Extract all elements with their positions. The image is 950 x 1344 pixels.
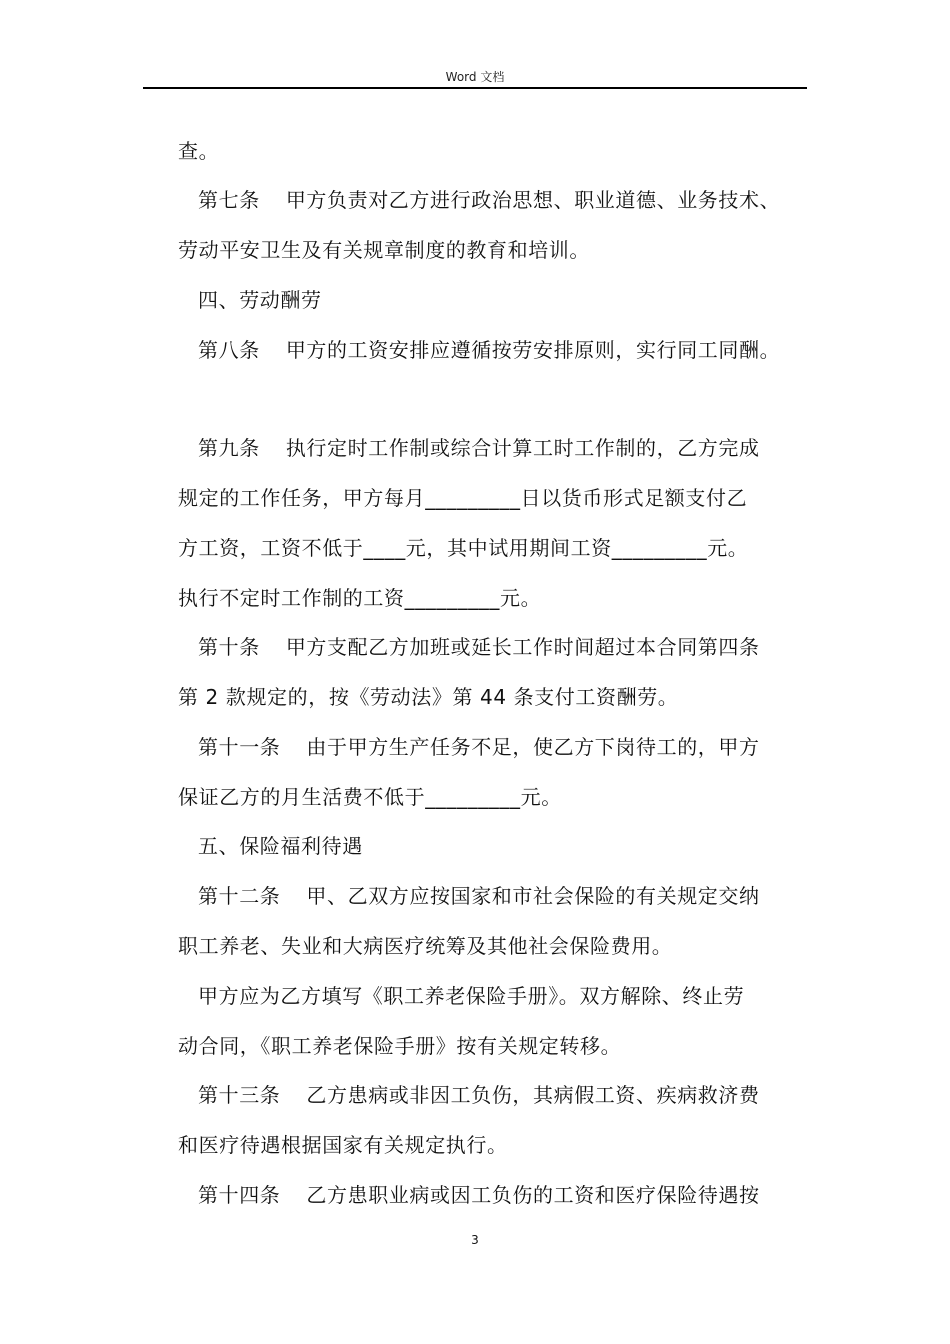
article-12-line: 第十二条 甲、乙双方应按国家和市社会保险的有关规定交纳 [198,884,760,908]
article-label: 第十四条 [198,1183,281,1207]
paragraph-line: 查。 [178,139,220,163]
article-8-line: 第八条 甲方的工资安排应遵循按劳安排原则，实行同工同酬。 [198,338,781,362]
article-9-line: 第九条 执行定时工作制或综合计算工时工作制的，乙方完成 [198,436,760,460]
paragraph-line: 和医疗待遇根据国家有关规定执行。 [178,1133,508,1157]
paragraph-line: 执行不定时工作制的工资_________元。 [178,586,542,610]
article-label: 第十三条 [198,1083,281,1107]
article-label: 第十条 [198,635,260,659]
article-7-line: 第七条 甲方负责对乙方进行政治思想、职业道德、业务技术、 [198,188,781,212]
header-title: Word 文档 [445,70,505,84]
paragraph-line: 职工养老、失业和大病医疗统筹及其他社会保险费用。 [178,934,673,958]
paragraph-line: 保证乙方的月生活费不低于_________元。 [178,785,562,809]
article-label: 第七条 [198,188,260,212]
page-number: 3 [471,1233,479,1247]
paragraph-line: 第 2 款规定的，按《劳动法》第 44 条支付工资酬劳。 [178,685,679,709]
section-heading: 五、保险福利待遇 [198,834,363,858]
article-14-line: 第十四条 乙方患职业病或因工负伤的工资和医疗保险待遇按 [198,1183,760,1207]
article-11-line: 第十一条 由于甲方生产任务不足，使乙方下岗待工的，甲方 [198,735,760,759]
paragraph-line: 甲方应为乙方填写《职工养老保险手册》。双方解除、终止劳 [198,984,745,1008]
paragraph-line: 劳动平安卫生及有关规章制度的教育和培训。 [178,238,590,262]
article-label: 第九条 [198,436,260,460]
paragraph-line: 方工资，工资不低于____元，其中试用期间工资_________元。 [178,536,749,560]
article-label: 第十二条 [198,884,281,908]
paragraph-line: 规定的工作任务，甲方每月_________日以货币形式足额支付乙 [178,486,748,510]
section-heading: 四、劳动酬劳 [198,288,322,312]
article-label: 第八条 [198,338,260,362]
article-10-line: 第十条 甲方支配乙方加班或延长工作时间超过本合同第四条 [198,635,760,659]
header-rule [143,87,807,89]
paragraph-line: 动合同，《职工养老保险手册》按有关规定转移。 [178,1034,622,1058]
article-label: 第十一条 [198,735,281,759]
article-13-line: 第十三条 乙方患病或非因工负伤，其病假工资、疾病救济费 [198,1083,760,1107]
